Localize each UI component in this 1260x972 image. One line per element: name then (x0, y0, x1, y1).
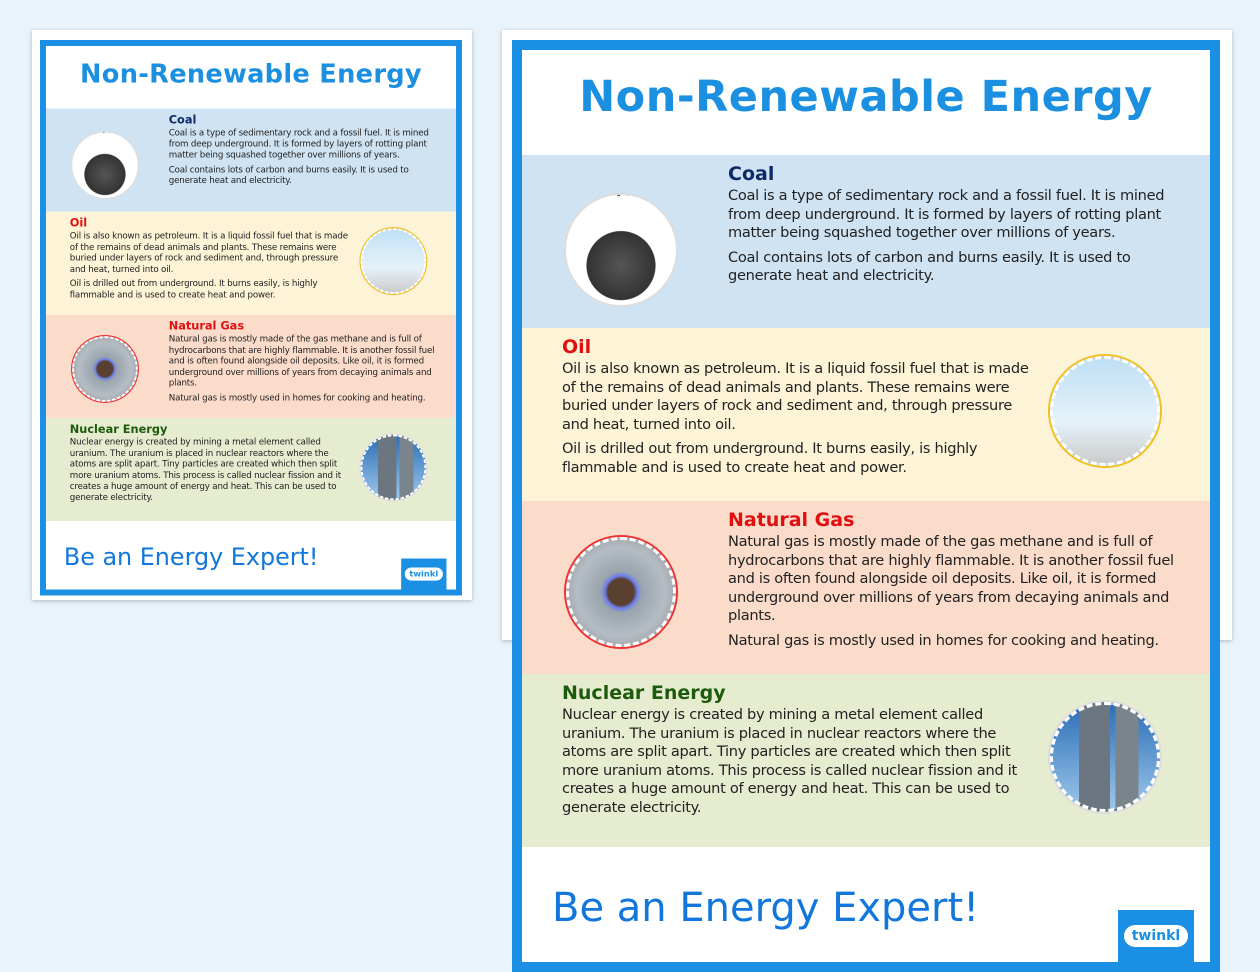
coal-text-1: Coal is a type of sedimentary rock and a fossil fuel. It is mined from deep underground. It is formed by layers of rotting plant matter being squashed together over millions of years. (728, 187, 1165, 241)
gas-stove-image (566, 537, 676, 647)
poster-preview (512, 40, 1220, 972)
nuclear-text: Nuclear energy is created by mining a metal element called uranium. The uranium is placed in nuclear reactors where the atoms are split apart. Tiny particles are created which then split more uranium atoms. This process is called nuclear fission and it creates a huge amount of energy and heat. This can be used to generate electricity. (562, 706, 1017, 816)
poster-thumbnail[interactable] (40, 40, 462, 595)
twinkl-logo: twinkl (401, 559, 446, 590)
nuclear-heading: Nuclear Energy (69, 422, 168, 436)
footer-slogan: Be an Energy Expert! (63, 543, 319, 572)
cooling-towers-image (1050, 702, 1160, 812)
oil-text-1: Oil is also known as petroleum. It is a liquid fossil fuel that is made of the remains of dead animals and plants. These remains were buried under layers of rock and sediment and, through pressure and heat, turned into oil. (562, 360, 1029, 433)
oil-text-2: Oil is drilled out from underground. It burns easily, is highly flammable and is used to create heat and power. (69, 278, 318, 300)
cooling-towers-image (361, 435, 427, 501)
section-coal (46, 109, 456, 212)
coal-image (72, 132, 138, 198)
coal-heading: Coal (168, 113, 197, 127)
section-natural-gas (46, 315, 456, 418)
poster-title: Non-Renewable Energy (80, 59, 422, 89)
coal-text-1: Coal is a type of sedimentary rock and a fossil fuel. It is mined from deep underground. It is formed by layers of rotting plant matter being squashed together over millions of years. (168, 127, 429, 160)
gas-text-1: Natural gas is mostly made of the gas methane and is full of hydrocarbons that are highly flammable. It is another fossil fuel and is often found alongside oil deposits. Like oil, it is formed underground over millions of years from decaying animals and plants. (728, 533, 1174, 624)
gas-text-2: Natural gas is mostly used in homes for cooking and heating. (728, 631, 1159, 649)
oil-pump-image (361, 228, 427, 294)
oil-pump-image (1050, 356, 1160, 466)
twinkl-logo: twinkl (1118, 910, 1194, 962)
oil-text-2: Oil is drilled out from underground. It burns easily, is highly flammable and is used to create heat and power. (562, 440, 978, 476)
section-oil (522, 328, 1210, 501)
oil-heading: Oil (69, 216, 88, 230)
oil-text-1: Oil is also known as petroleum. It is a liquid fossil fuel that is made of the remains of dead animals and plants. These remains were buried under layers of rock and sediment and, through pressure and heat, turned into oil. (69, 230, 348, 274)
coal-text-2: Coal contains lots of carbon and burns easily. It is used to generate heat and electricity. (728, 248, 1131, 284)
gas-heading: Natural Gas (728, 509, 855, 531)
gas-text-1: Natural gas is mostly made of the gas methane and is full of hydrocarbons that are highly flammable. It is another fossil fuel and is often found alongside oil deposits. Like oil, it is formed underground over millions of years from decaying animals and plants. (168, 333, 435, 389)
section-natural-gas (522, 501, 1210, 674)
section-oil (46, 212, 456, 315)
gas-text-2: Natural gas is mostly used in homes for cooking and heating. (168, 392, 426, 403)
oil-heading: Oil (562, 336, 592, 358)
section-coal (522, 155, 1210, 328)
nuclear-text: Nuclear energy is created by mining a metal element called uranium. The uranium is placed in nuclear reactors where the atoms are split apart. Tiny particles are created which then split more uranium atoms. This process is called nuclear fission and it creates a huge amount of energy and heat. This can be used to generate electricity. (69, 436, 341, 503)
section-nuclear (522, 674, 1210, 847)
coal-heading: Coal (728, 163, 775, 185)
nuclear-heading: Nuclear Energy (562, 682, 726, 704)
section-nuclear (46, 418, 456, 521)
footer-slogan: Be an Energy Expert! (552, 885, 980, 931)
coal-text-2: Coal contains lots of carbon and burns easily. It is used to generate heat and electricity. (168, 164, 409, 186)
gas-heading: Natural Gas (168, 319, 245, 333)
poster-title: Non-Renewable Energy (579, 72, 1153, 122)
gas-stove-image (72, 336, 138, 402)
coal-image (566, 195, 676, 305)
